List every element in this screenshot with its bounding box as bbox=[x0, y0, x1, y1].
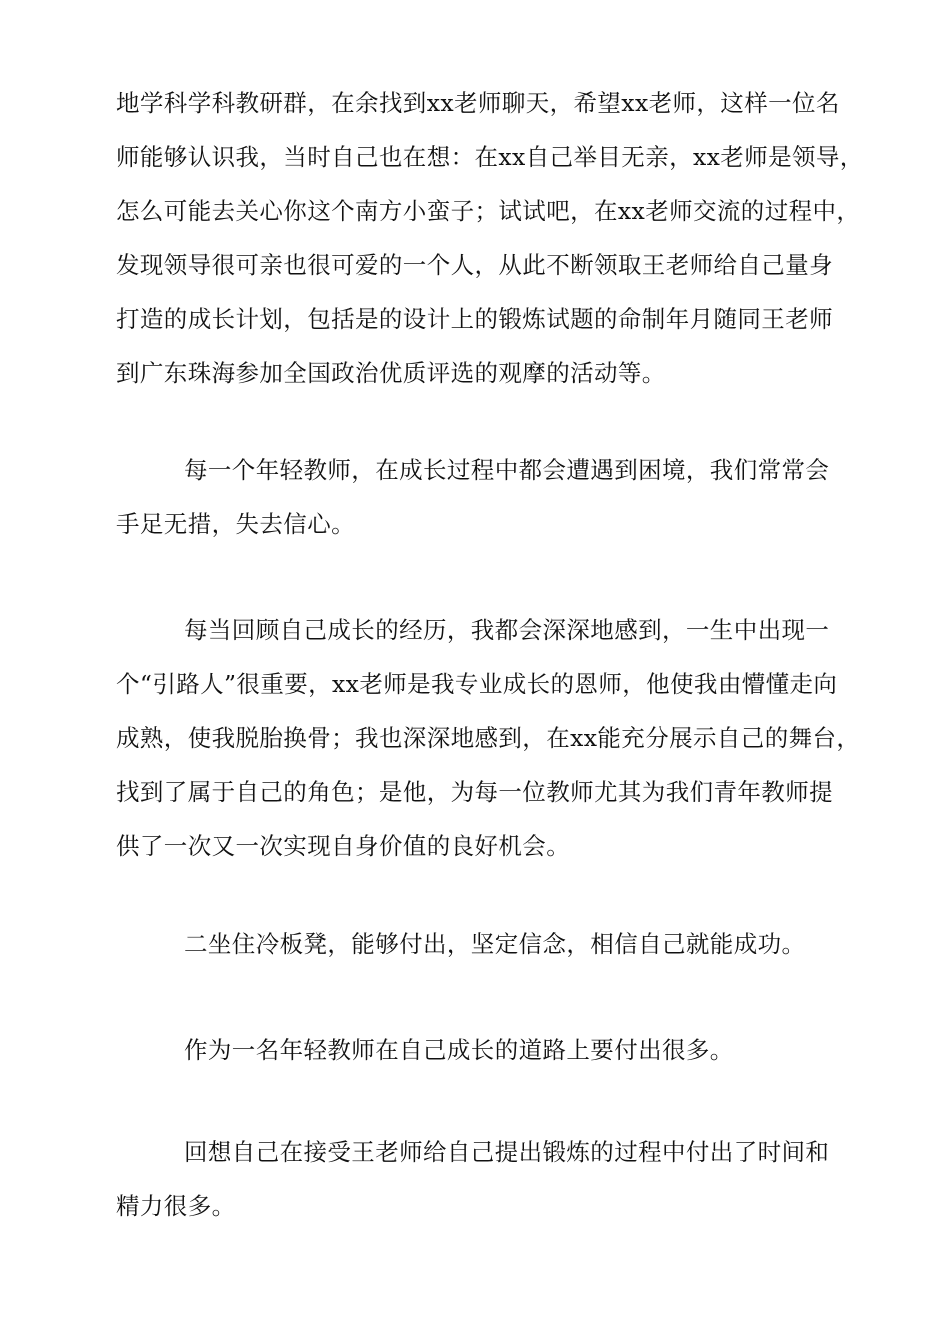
paragraph-line: 精力很多。 bbox=[116, 1192, 236, 1220]
paragraph-3 bbox=[116, 603, 861, 873]
paragraph-line: 成熟，使我脱胎换骨；我也深深地感到，在xx能充分展示自己的舞台， bbox=[116, 724, 861, 752]
paragraph-line: 每一个年轻教师，在成长过程中都会遭遇到困境，我们常常会 bbox=[184, 456, 830, 484]
paragraph-line: 作为一名年轻教师在自己成长的道路上要付出很多。 bbox=[184, 1036, 734, 1064]
paragraph-line: 师能够认识我，当时自己也在想：在xx自己举目无亲，xx老师是领导， bbox=[116, 143, 864, 171]
paragraph-6 bbox=[116, 1125, 846, 1233]
paragraph-line: 每当回顾自己成长的经历，我都会深深地感到，一生中出现一 bbox=[184, 616, 830, 644]
paragraph-line: 打造的成长计划，包括是的设计上的锻炼试题的命制年月随同王老师 bbox=[116, 305, 833, 333]
paragraph-2 bbox=[116, 443, 846, 551]
paragraph-5 bbox=[116, 1023, 846, 1077]
paragraph-line: 二坐住冷板凳，能够付出，坚定信念，相信自己就能成功。 bbox=[184, 930, 806, 958]
paragraph-line: 手足无措，失去信心。 bbox=[116, 510, 355, 538]
paragraph-line: 到广东珠海参加全国政治优质评选的观摩的活动等。 bbox=[116, 359, 666, 387]
paragraph-line: 个“引路人”很重要，xx老师是我专业成长的恩师，他使我由懵懂走向 bbox=[116, 670, 838, 698]
paragraph-line: 发现领导很可亲也很可爱的一个人，从此不断领取王老师给自己量身 bbox=[116, 251, 833, 279]
paragraph-line: 地学科学科教研群，在余找到xx老师聊天，希望xx老师，这样一位名 bbox=[116, 89, 840, 117]
paragraph-line: 回想自己在接受王老师给自己提出锻炼的过程中付出了时间和 bbox=[184, 1138, 830, 1166]
paragraph-4 bbox=[116, 917, 846, 971]
paragraph-line: 供了一次又一次实现自身价值的良好机会。 bbox=[116, 832, 571, 860]
paragraph-line: 怎么可能去关心你这个南方小蛮子；试试吧，在xx老师交流的过程中， bbox=[116, 197, 861, 225]
paragraph-line: 找到了属于自己的角色；是他，为每一位教师尤其为我们青年教师提 bbox=[116, 778, 833, 806]
paragraph-1 bbox=[116, 76, 864, 400]
